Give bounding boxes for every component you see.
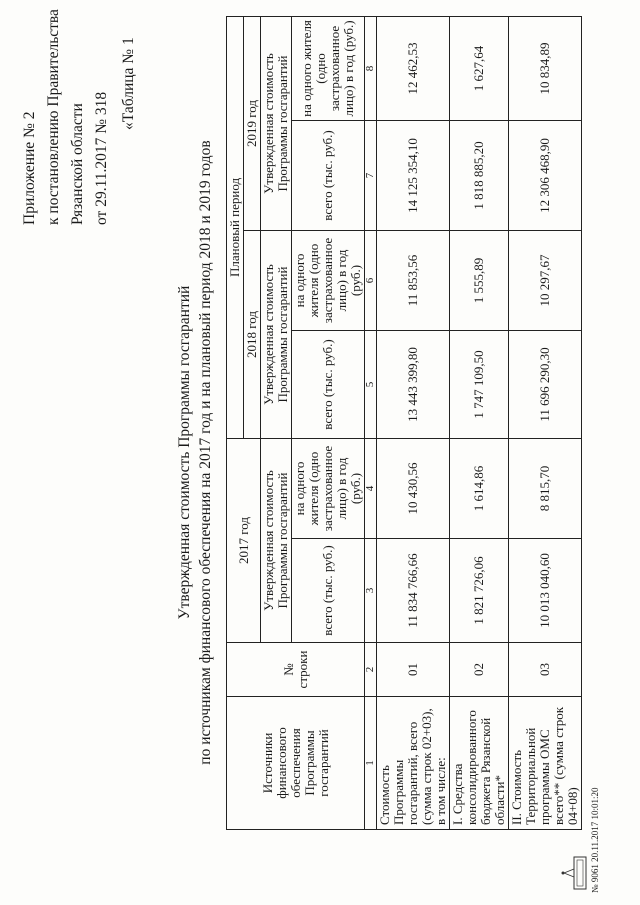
per-capita-2019: 1 627,64 (450, 16, 509, 120)
annex-line-1: Приложение № 2 (21, 111, 38, 225)
total-2017: 11 834 766,66 (377, 539, 450, 643)
row-source: Стоимость Программы госгарантий, всего (сумма строк 02+03), в том числе: (377, 697, 450, 830)
total-2017: 10 013 040,60 (509, 539, 582, 643)
header-source: Источники финансового обеспечения Программы госгарантий (227, 697, 365, 830)
column-number: 1 (365, 697, 377, 830)
header-approved-2018: Утвержденная стоимость Программы госгарантий (261, 231, 292, 439)
total-2018: 11 696 290,30 (509, 331, 582, 439)
cost-table (226, 16, 582, 830)
column-number: 3 (365, 539, 377, 643)
column-number: 5 (365, 331, 377, 439)
header-row-number: № строки (227, 643, 365, 697)
annex-line-2: к постановлению Правительства (45, 9, 62, 225)
header-per-capita-2017: на одного жителя (одно застрахованное лицо) в год (руб.) (292, 439, 365, 539)
header-per-capita-2018: на одного жителя (одно застрахованное лицо) в год (руб.) (292, 231, 365, 331)
registration-emblem-icon (560, 855, 588, 891)
per-capita-2018: 1 555,89 (450, 231, 509, 331)
column-number: 7 (365, 121, 377, 231)
total-2018: 13 443 399,80 (377, 331, 450, 439)
total-2018: 1 747 109,50 (450, 331, 509, 439)
table-number: «Таблица № 1 (120, 37, 137, 130)
registration-stamp: № 9061 20.11.2017 10:01:20 (590, 787, 600, 893)
per-capita-2019: 12 462,53 (377, 16, 450, 120)
per-capita-2017: 8 815,70 (509, 439, 582, 539)
row-source: I. Средства консолидированного бюджета Рязанской области* (450, 697, 509, 830)
total-2019: 1 818 885,20 (450, 121, 509, 231)
document-title: Утвержденная стоимость Программы госгарантий (176, 285, 193, 620)
total-2017: 1 821 726,06 (450, 539, 509, 643)
header-total-2017: всего (тыс. руб.) (292, 539, 365, 643)
row-number: 03 (509, 643, 582, 697)
header-approved-2017: Утвержденная стоимость Программы госгарантий (261, 439, 292, 643)
header-total-2019: всего (тыс. руб.) (292, 121, 365, 231)
table-row (450, 16, 509, 829)
table-row (509, 16, 582, 829)
per-capita-2017: 1 614,86 (450, 439, 509, 539)
per-capita-2017: 10 430,56 (377, 439, 450, 539)
total-2019: 12 306 468,90 (509, 121, 582, 231)
header-total-2018: всего (тыс. руб.) (292, 331, 365, 439)
row-source: II. Стоимость Территориальной программы ОМС всего** (сумма строк 04+08) (509, 697, 582, 830)
annex-header (18, 9, 114, 225)
header-plan-period: Плановый период (227, 16, 244, 438)
total-2019: 14 125 354,10 (377, 121, 450, 231)
row-number: 01 (377, 643, 450, 697)
column-number: 2 (365, 643, 377, 697)
document-subtitle: по источникам финансового обеспечения на 2017 год и на плановый период 2018 и 2019 годов (197, 140, 214, 765)
per-capita-2018: 10 297,67 (509, 231, 582, 331)
table-row (377, 16, 450, 829)
header-year-2017: 2017 год (227, 439, 261, 643)
per-capita-2018: 11 853,56 (377, 231, 450, 331)
header-year-2018: 2018 год (244, 231, 261, 439)
annex-line-3: Рязанской области (69, 103, 86, 225)
row-number: 02 (450, 643, 509, 697)
column-number: 8 (365, 16, 377, 120)
per-capita-2019: 10 834,89 (509, 16, 582, 120)
header-approved-2019: Утвержденная стоимость Программы госгарантий (261, 16, 292, 230)
column-numbers-row (365, 16, 377, 829)
column-number: 6 (365, 231, 377, 331)
header-year-2019: 2019 год (244, 16, 261, 230)
column-number: 4 (365, 439, 377, 539)
annex-line-4: от 29.11.2017 № 318 (93, 91, 110, 225)
header-per-capita-2019: на одного жителя (одно застрахованное лицо) в год (руб.) (292, 16, 365, 120)
header-row-years (227, 16, 244, 829)
